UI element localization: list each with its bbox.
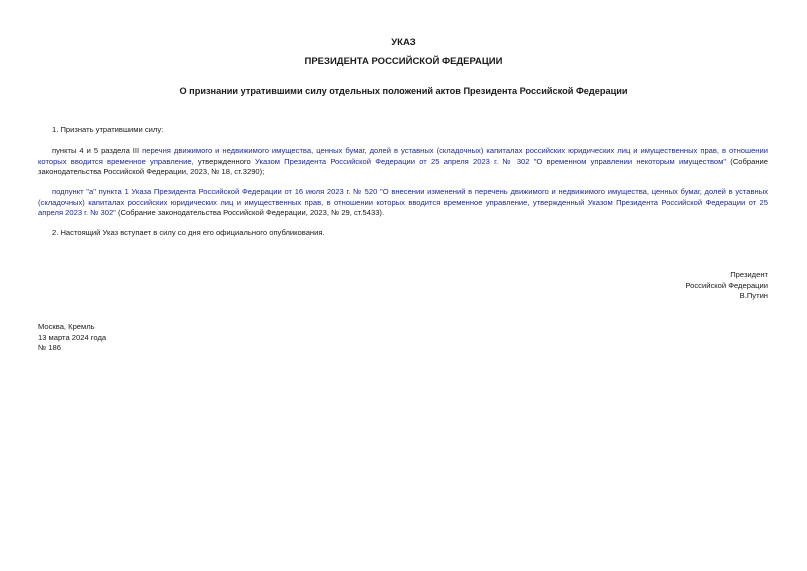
document-subject: О признании утратившими силу отдельных положений актов Президента Российской Федерации [179, 86, 628, 96]
list-link[interactable]: перечня движимого и недвижимого имущества, ценных бумаг, долей в уставных (складочных) капиталах российских юридических лиц и имущественных прав, в отношении которых вводится временное управление, [38, 146, 768, 166]
date: 13 марта 2024 года [38, 332, 107, 342]
paragraph-4: 2. Настоящий Указ вступает в силу со дня его официального опубликования. [52, 228, 325, 237]
paragraph-3 [38, 187, 768, 219]
paragraph-2-mid: утвержденного [193, 156, 255, 166]
paragraph-2-tail: (Собрание законодательства Российской Федерации, 2023, № 18, ст.3290); [38, 156, 768, 176]
paragraph-3-tail: (Собрание законодательства Российской Федерации, 2023, № 29, ст.5433). [115, 208, 385, 217]
decree-302-link[interactable]: Указом Президента Российской Федерации от 25 апреля 2023 г. № 302 "О временном управлении некоторым имуществом" [254, 156, 727, 166]
place: Москва, Кремль [38, 322, 95, 331]
paragraph-2 [38, 146, 768, 178]
document-type-heading: УКАЗ [391, 37, 416, 48]
signature-org: Российской Федерации [685, 280, 768, 290]
signature-title: Президент [730, 270, 768, 279]
signature-block [685, 270, 768, 302]
decree-520-link[interactable]: подпункт "а" пункта 1 Указа Президента Российской Федерации от 16 июля 2023 г. № 520 "О внесении изменений в перечень движимого и недвижимого имущества, ценных бумаг, долей в уставных (складочных) капиталах российских юридических лиц и имущественных прав, в отношении которых вводится временное управление, утвержденный Указом Президента Российской Федерации от 25 апреля 2023 г. № 302" [38, 187, 768, 217]
place-date-block [38, 322, 106, 354]
paragraph-1: 1. Признать утратившими силу: [52, 125, 164, 134]
decree-number: № 186 [38, 343, 61, 352]
paragraph-2-lead: пункты 4 и 5 раздела III [52, 146, 143, 155]
signature-name: В.Путин [739, 291, 768, 300]
issuer-heading: ПРЕЗИДЕНТА РОССИЙСКОЙ ФЕДЕРАЦИИ [304, 56, 503, 67]
